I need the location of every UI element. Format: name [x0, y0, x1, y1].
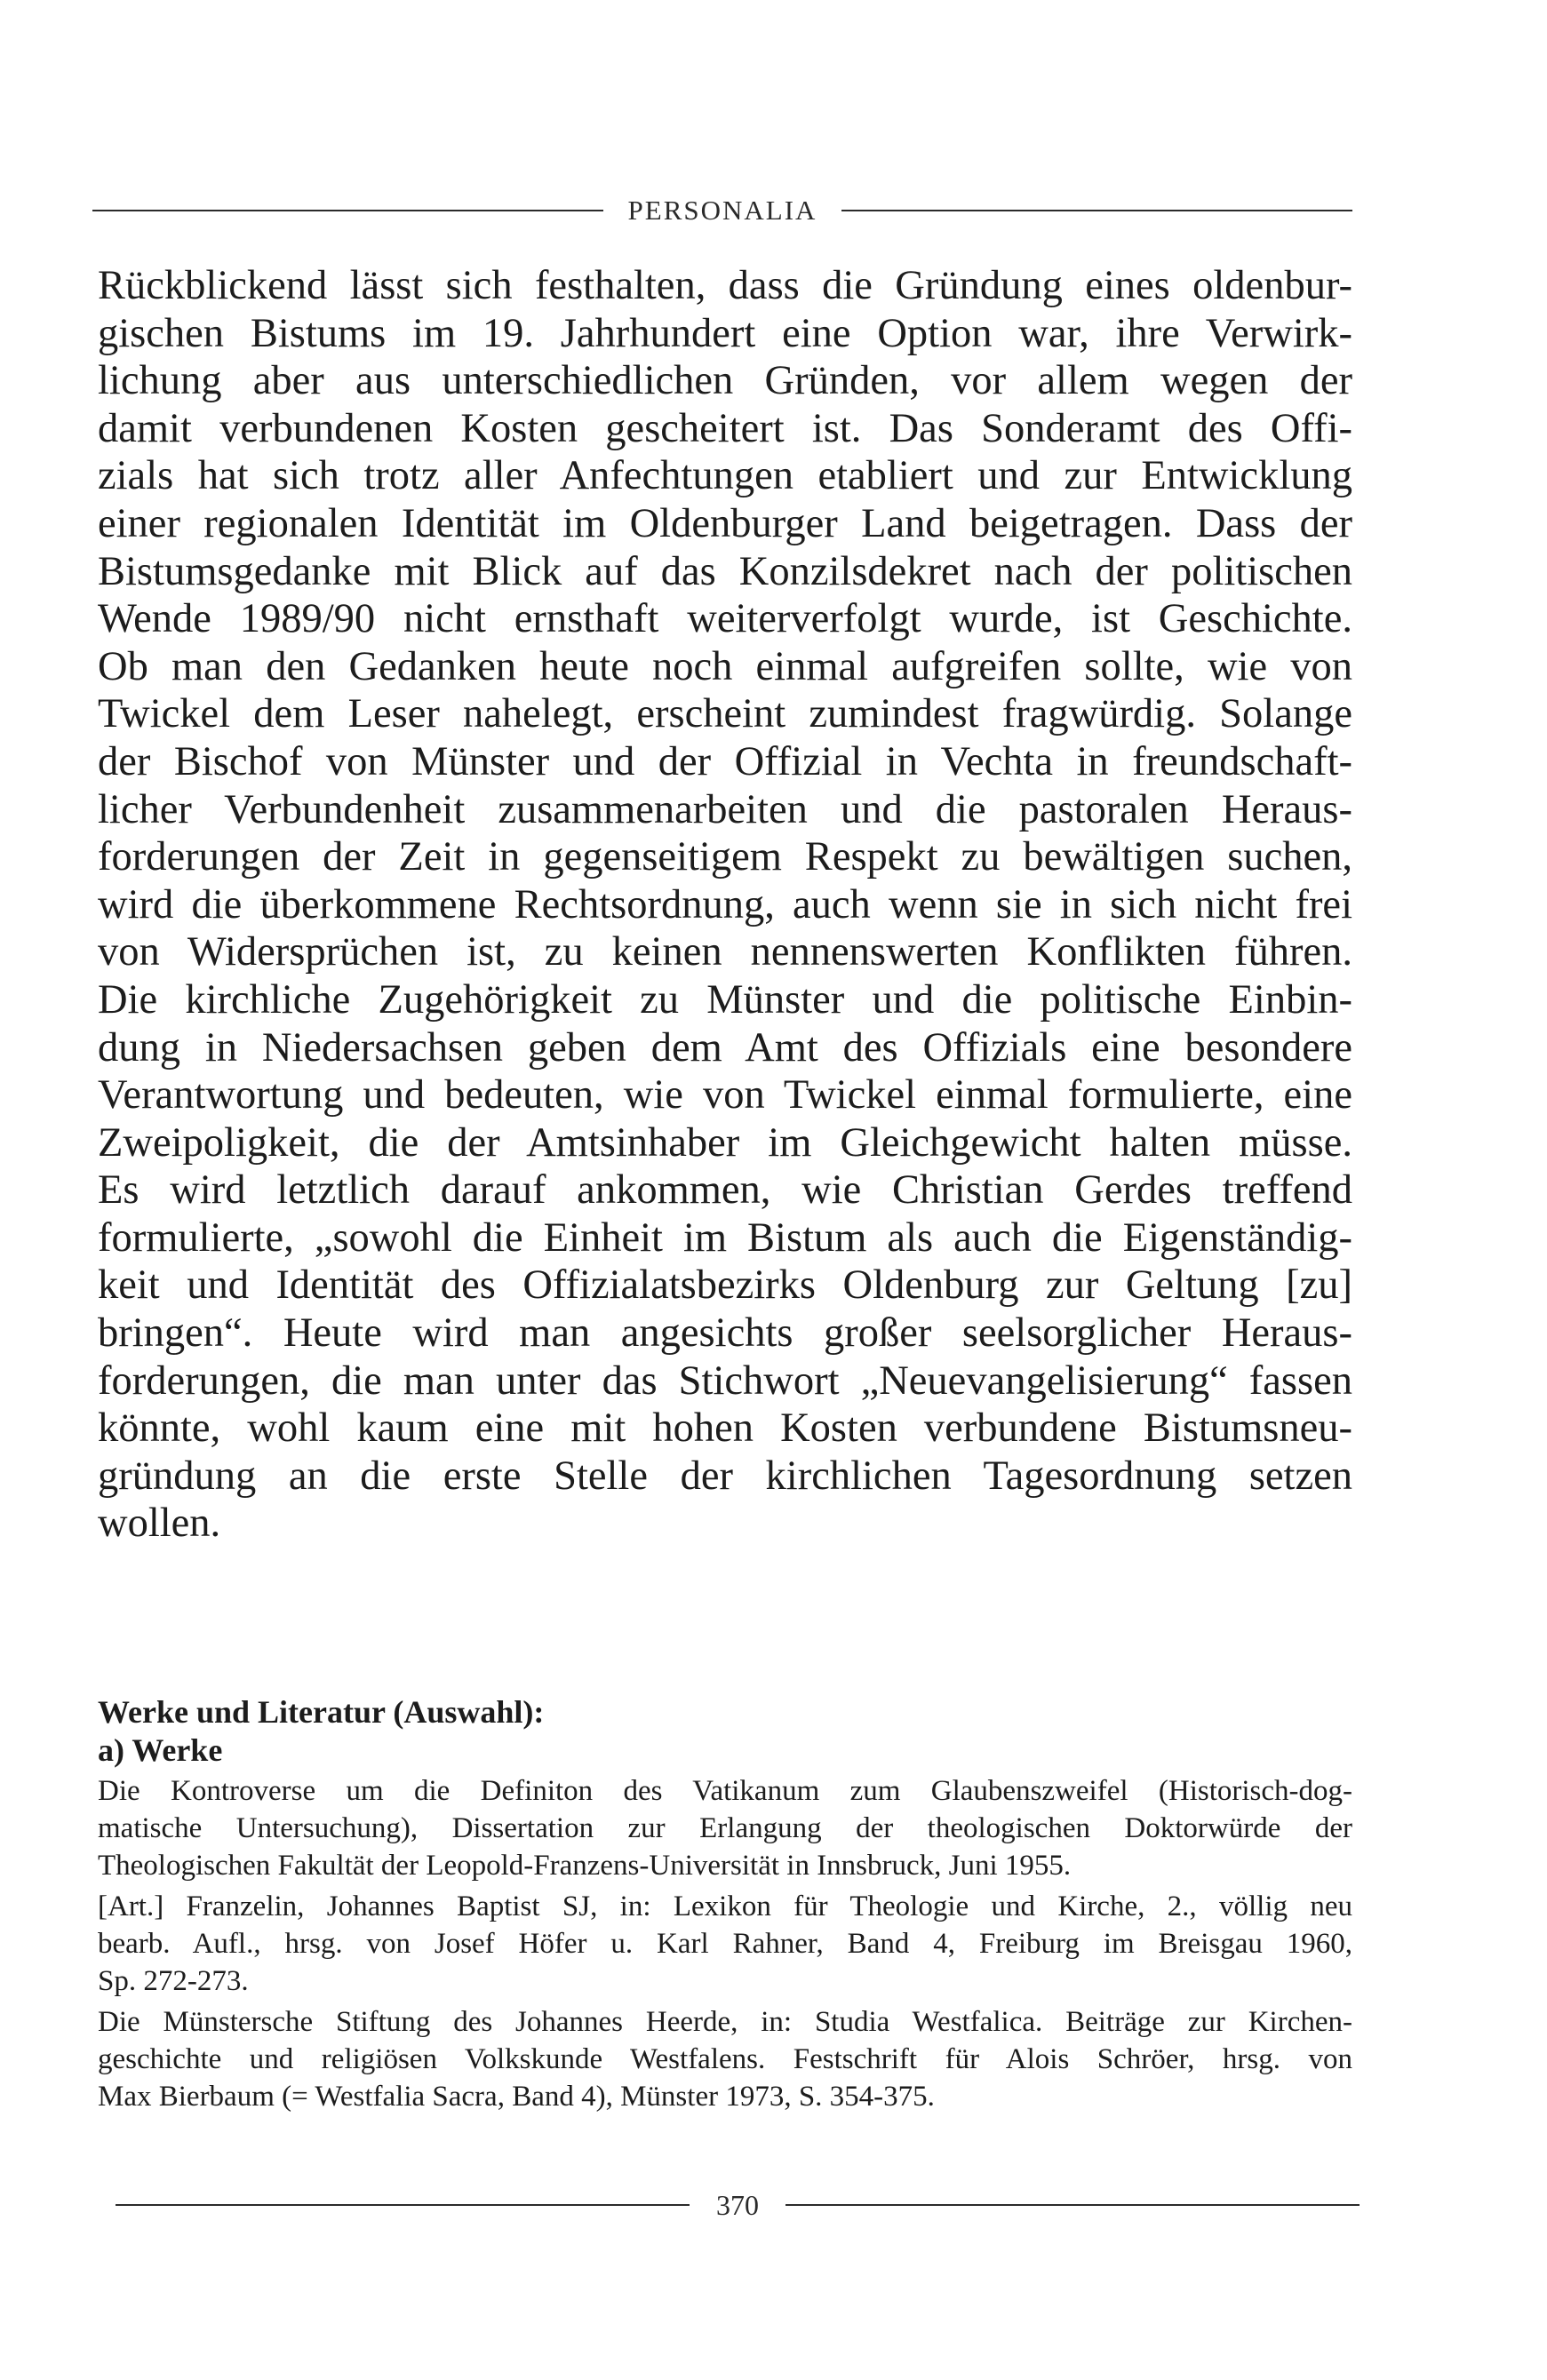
- paragraph-line: keit und Identität des Offizialatsbezirks Oldenburg zur Geltung [zu]: [98, 1262, 1352, 1309]
- paragraph-line: wollen.: [98, 1500, 221, 1547]
- bibliography-entry: [98, 1888, 1352, 2000]
- paragraph-line: Zweipoligkeit, die der Amtsinhaber im Gleichgewicht halten müsse.: [98, 1119, 1352, 1166]
- paragraph-line: licher Verbundenheit zusammenarbeiten und die pastoralen Heraus-: [98, 786, 1352, 832]
- literature-heading: Werke und Literatur (Auswahl):: [98, 1694, 545, 1730]
- entry-line: Max Bierbaum (= Westfalia Sacra, Band 4), Münster 1973, S. 354-375.: [98, 2081, 935, 2113]
- paragraph-line: Bistumsgedanke mit Blick auf das Konzilsdekret nach der politischen: [98, 548, 1352, 594]
- header-rule-left: [92, 210, 603, 211]
- entry-line: [Art.] Franzelin, Johannes Baptist SJ, in: Lexikon für Theologie und Kirche, 2., völlig neu: [98, 1890, 1352, 1922]
- header-rule-right: [841, 210, 1352, 211]
- paragraph-line: damit verbundenen Kosten gescheitert ist. Das Sonderamt des Offi-: [98, 405, 1352, 451]
- entry-line: Theologischen Fakultät der Leopold-Franzens-Universität in Innsbruck, Juni 1955.: [98, 1850, 1072, 1882]
- footer-rule-left: [116, 2204, 690, 2206]
- running-header: [92, 191, 1352, 230]
- literature-subheading: a) Werke: [98, 1732, 223, 1768]
- paragraph-line: Ob man den Gedanken heute noch einmal aufgreifen sollte, wie von: [98, 643, 1352, 689]
- bibliography-entry: [98, 1772, 1352, 1884]
- paragraph-line: Die kirchliche Zugehörigkeit zu Münster und die politische Einbin-: [98, 976, 1352, 1023]
- paragraph-line: Wende 1989/90 nicht ernsthaft weiterverfolgt wurde, ist Geschichte.: [98, 596, 1352, 642]
- entry-line: geschichte und religiösen Volkskunde Westfalens. Festschrift für Alois Schröer, hrsg. von: [98, 2043, 1352, 2075]
- paragraph-line: der Bischof von Münster und der Offizial in Vechta in freundschaft-: [98, 738, 1352, 784]
- paragraph-line: Twickel dem Leser nahelegt, erscheint zumindest fragwürdig. Solange: [98, 691, 1352, 737]
- paragraph-line: formulierte, „sowohl die Einheit im Bistum als auch die Eigenständig-: [98, 1214, 1352, 1261]
- paragraph-line: lichung aber aus unterschiedlichen Gründen, vor allem wegen der: [98, 358, 1352, 404]
- paragraph-line: forderungen der Zeit in gegenseitigem Respekt zu bewältigen suchen,: [98, 834, 1352, 880]
- paragraph-line: Rückblickend lässt sich festhalten, dass die Gründung eines oldenbur-: [98, 263, 1352, 308]
- entry-line: Die Kontroverse um die Definiton des Vatikanum zum Glaubenszweifel (Historisch-dog-: [98, 1775, 1352, 1807]
- paragraph-line: wird die überkommene Rechtsordnung, auch wenn sie in sich nicht frei: [98, 881, 1352, 927]
- paragraph-line: einer regionalen Identität im Oldenburger Land beigetragen. Dass der: [98, 500, 1352, 546]
- main-paragraph: [98, 262, 1352, 1548]
- paragraph-line: bringen“. Heute wird man angesichts großer seelsorglicher Heraus-: [98, 1310, 1352, 1357]
- paragraph-line: dung in Niedersachsen geben dem Amt des Offizials eine besondere: [98, 1024, 1352, 1071]
- running-title: PERSONALIA: [627, 195, 817, 226]
- entry-line: Sp. 272-273.: [98, 1965, 249, 1997]
- entry-line: matische Untersuchung), Dissertation zur Erlangung der theologischen Doktorwürde der: [98, 1812, 1352, 1844]
- entry-line: Die Münstersche Stiftung des Johannes Heerde, in: Studia Westfalica. Beiträge zur Kirchen-: [98, 2006, 1352, 2038]
- paragraph-line: Verantwortung und bedeuten, wie von Twickel einmal formulierte, eine: [98, 1072, 1352, 1118]
- entry-line: bearb. Aufl., hrsg. von Josef Höfer u. Karl Rahner, Band 4, Freiburg im Breisgau 1960,: [98, 1928, 1352, 1960]
- paragraph-line: von Widersprüchen ist, zu keinen nennenswerten Konflikten führen.: [98, 929, 1352, 975]
- page-footer: [116, 2185, 1360, 2225]
- paragraph-line: gischen Bistums im 19. Jahrhundert eine Option war, ihre Verwirk-: [98, 310, 1352, 356]
- paragraph-line: gründung an die erste Stelle der kirchlichen Tagesordnung setzen: [98, 1453, 1352, 1499]
- paragraph-line: zials hat sich trotz aller Anfechtungen etabliert und zur Entwicklung: [98, 453, 1352, 499]
- paragraph-line: forderungen, die man unter das Stichwort „Neuevangelisierung“ fassen: [98, 1357, 1352, 1404]
- paragraph-line: Es wird letztlich darauf ankommen, wie Christian Gerdes treffend: [98, 1167, 1352, 1214]
- page-number: 370: [716, 2188, 759, 2221]
- paragraph-line: könnte, wohl kaum eine mit hohen Kosten verbundene Bistumsneu-: [98, 1405, 1352, 1452]
- literature-section: [98, 1692, 1352, 2115]
- bibliography-entry: [98, 2003, 1352, 2115]
- footer-rule-right: [785, 2204, 1360, 2206]
